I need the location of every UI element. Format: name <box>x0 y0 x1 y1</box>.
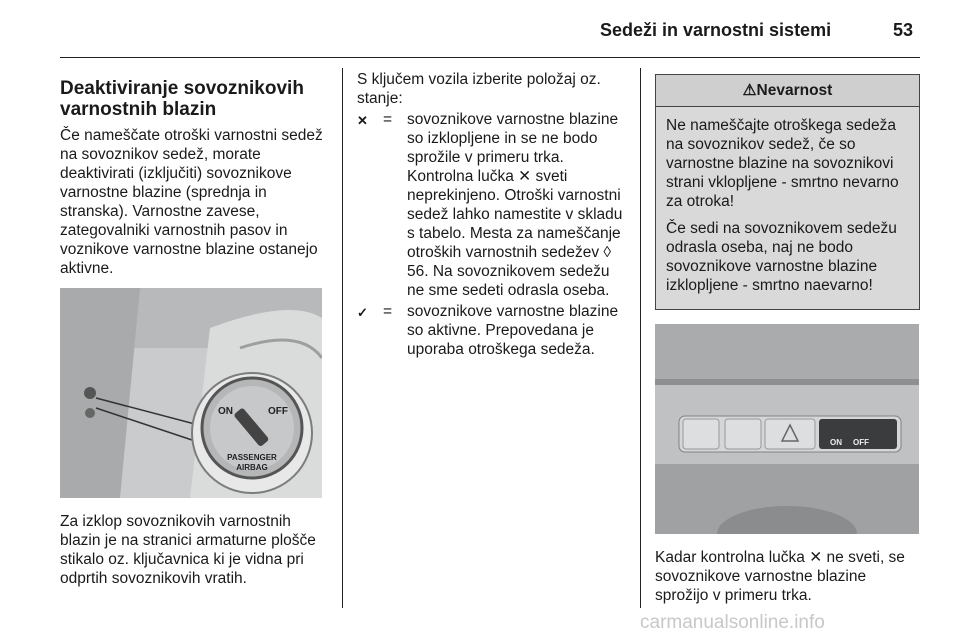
paragraph: S ključem vozila izberite položaj oz. stanje: <box>357 71 601 107</box>
warning-box <box>655 74 920 310</box>
symbol-definition <box>357 110 625 300</box>
watermark: carmanualsonline.info <box>640 612 825 633</box>
airbag-on-icon: ✓ <box>357 305 368 320</box>
airbag-key-switch-photo <box>60 288 322 498</box>
symbol-definition <box>357 302 625 359</box>
warning-title: ⚠Nevarnost <box>656 75 919 107</box>
photo-caption: Za izklop sovoznikovih varnostnih blazin je na stranici armaturne plošče stikalo oz. ključavnica ki je vidna pri odprtih sovoznikovih vratih. <box>60 513 316 587</box>
switch-on-label: ON <box>218 406 233 417</box>
column-divider <box>640 68 641 608</box>
definition-text: sovoznikove varnostne blazine so izklopljene in se ne bodo sprožile v primeru trka. Kontrolna lučka ✕ sveti neprekinjeno. Otroški varnostni sedež lahko namestite v skladu s tabelo. Mesta za nameščanje otroških varnostnih sedežev ◊ 56. Na sovoznikovem sedežu ne sme sedeti odrasla oseba. <box>407 111 623 299</box>
column-divider <box>342 68 343 608</box>
page-number: 53 <box>893 20 914 40</box>
column-1 <box>60 70 330 598</box>
switch-airbag-label: AIRBAG <box>236 463 268 472</box>
switch-off-label: OFF <box>268 406 288 417</box>
indicator-on-label: ON <box>830 438 842 447</box>
section-heading: Deaktiviranje sovoznikovih varnostnih blazin <box>60 78 304 120</box>
equals-sign: = <box>383 111 393 128</box>
column-3 <box>655 70 920 615</box>
page-header-title: Sedeži in varnostni sistemi <box>600 20 832 40</box>
indicator-off-label: OFF <box>853 438 869 447</box>
airbag-off-icon: ✕ <box>357 113 368 128</box>
header-rule <box>60 57 920 58</box>
equals-sign: = <box>383 303 393 320</box>
warning-text: Če sedi na sovoznikovem sedežu odrasla oseba, naj ne bodo sovoznikove varnostne blazine izklopljene - smrtno naevarno! <box>666 220 897 294</box>
switch-passenger-label: PASSENGER <box>227 453 277 462</box>
definition-text: sovoznikove varnostne blazine so aktivne. Prepovedana je uporaba otroškega sedeža. <box>407 303 619 358</box>
column-2 <box>357 70 625 361</box>
photo-caption: Kadar kontrolna lučka ✕ ne sveti, se sovoznikove varnostne blazine sprožijo v primeru trka. <box>655 549 905 604</box>
paragraph: Če nameščate otroški varnostni sedež na sovoznikov sedež, morate deaktivirati (izključiti) sovoznikove varnostne blazine (sprednja in stranska). Varnostne zavese, zategovalniki varnostnih pasov in voznikove varnostne blazine ostanejo aktivne. <box>60 127 323 277</box>
warning-text: Ne nameščajte otroškega sedeža na sovoznikov sedež, če so varnostne blazine na sovoznikovi strani vklopljene - smrtno nevarno za otroka! <box>666 117 899 210</box>
airbag-indicator-photo <box>655 324 919 534</box>
